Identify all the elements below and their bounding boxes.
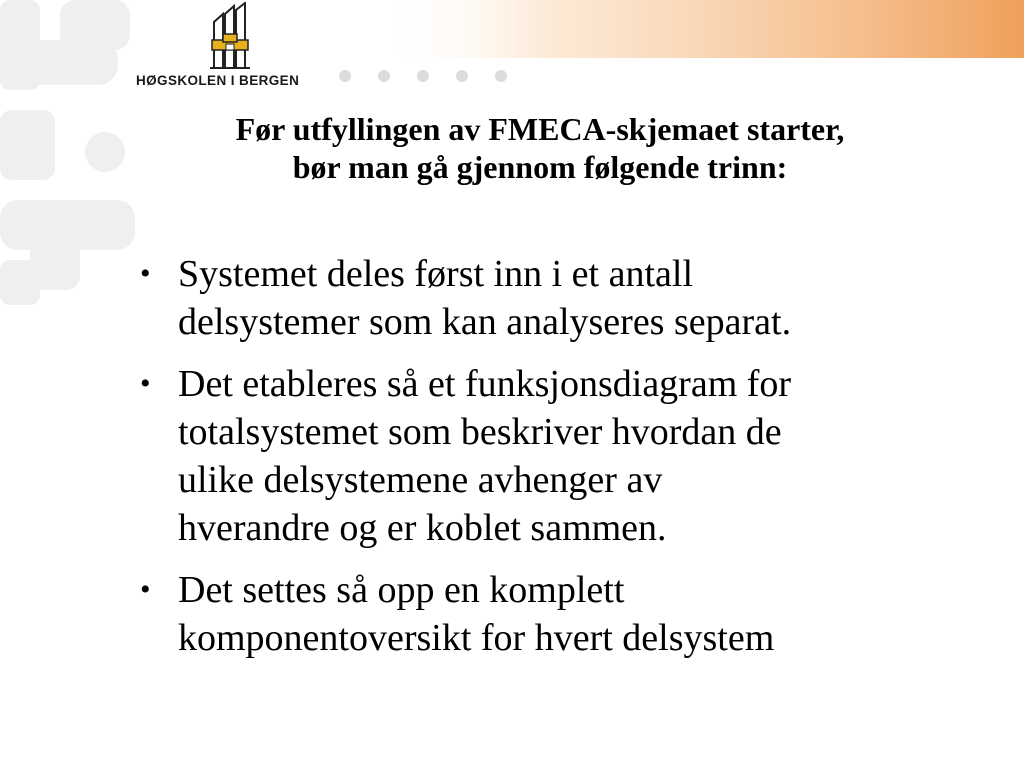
bullet-list bbox=[138, 250, 938, 676]
bullet-text-line: komponentoversikt for hvert delsystem bbox=[178, 617, 775, 659]
bullet-item bbox=[138, 250, 938, 346]
bullet-item bbox=[138, 566, 938, 662]
bullet-text-line: hverandre og er koblet sammen. bbox=[178, 507, 667, 549]
decorative-dots bbox=[338, 69, 518, 83]
bullet-item bbox=[138, 360, 938, 552]
building-crest-icon bbox=[208, 2, 252, 70]
bullet-icon: • bbox=[140, 367, 151, 400]
bullet-icon: • bbox=[140, 573, 151, 606]
logo-text: HØGSKOLEN I BERGEN bbox=[136, 73, 300, 88]
bullet-text-line: Det etableres så et funksjonsdiagram for bbox=[178, 363, 792, 405]
bullet-text-line: delsystemer som kan analyseres separat. bbox=[178, 301, 792, 343]
header-band bbox=[380, 0, 1024, 58]
title-line: bør man gå gjennom følgende trinn: bbox=[292, 149, 788, 185]
bullet-text-line: totalsystemet som beskriver hvordan de bbox=[178, 411, 782, 453]
slide-title bbox=[110, 110, 970, 186]
bullet-text-line: Systemet deles først inn i et antall bbox=[178, 253, 694, 295]
bullet-icon: • bbox=[140, 257, 151, 290]
school-logo bbox=[136, 2, 336, 94]
bullet-text-line: ulike delsystemene avhenger av bbox=[178, 459, 663, 501]
bullet-text-line: Det settes så opp en komplett bbox=[178, 569, 625, 611]
title-line: Før utfyllingen av FMECA-skjemaet starter, bbox=[235, 111, 845, 147]
